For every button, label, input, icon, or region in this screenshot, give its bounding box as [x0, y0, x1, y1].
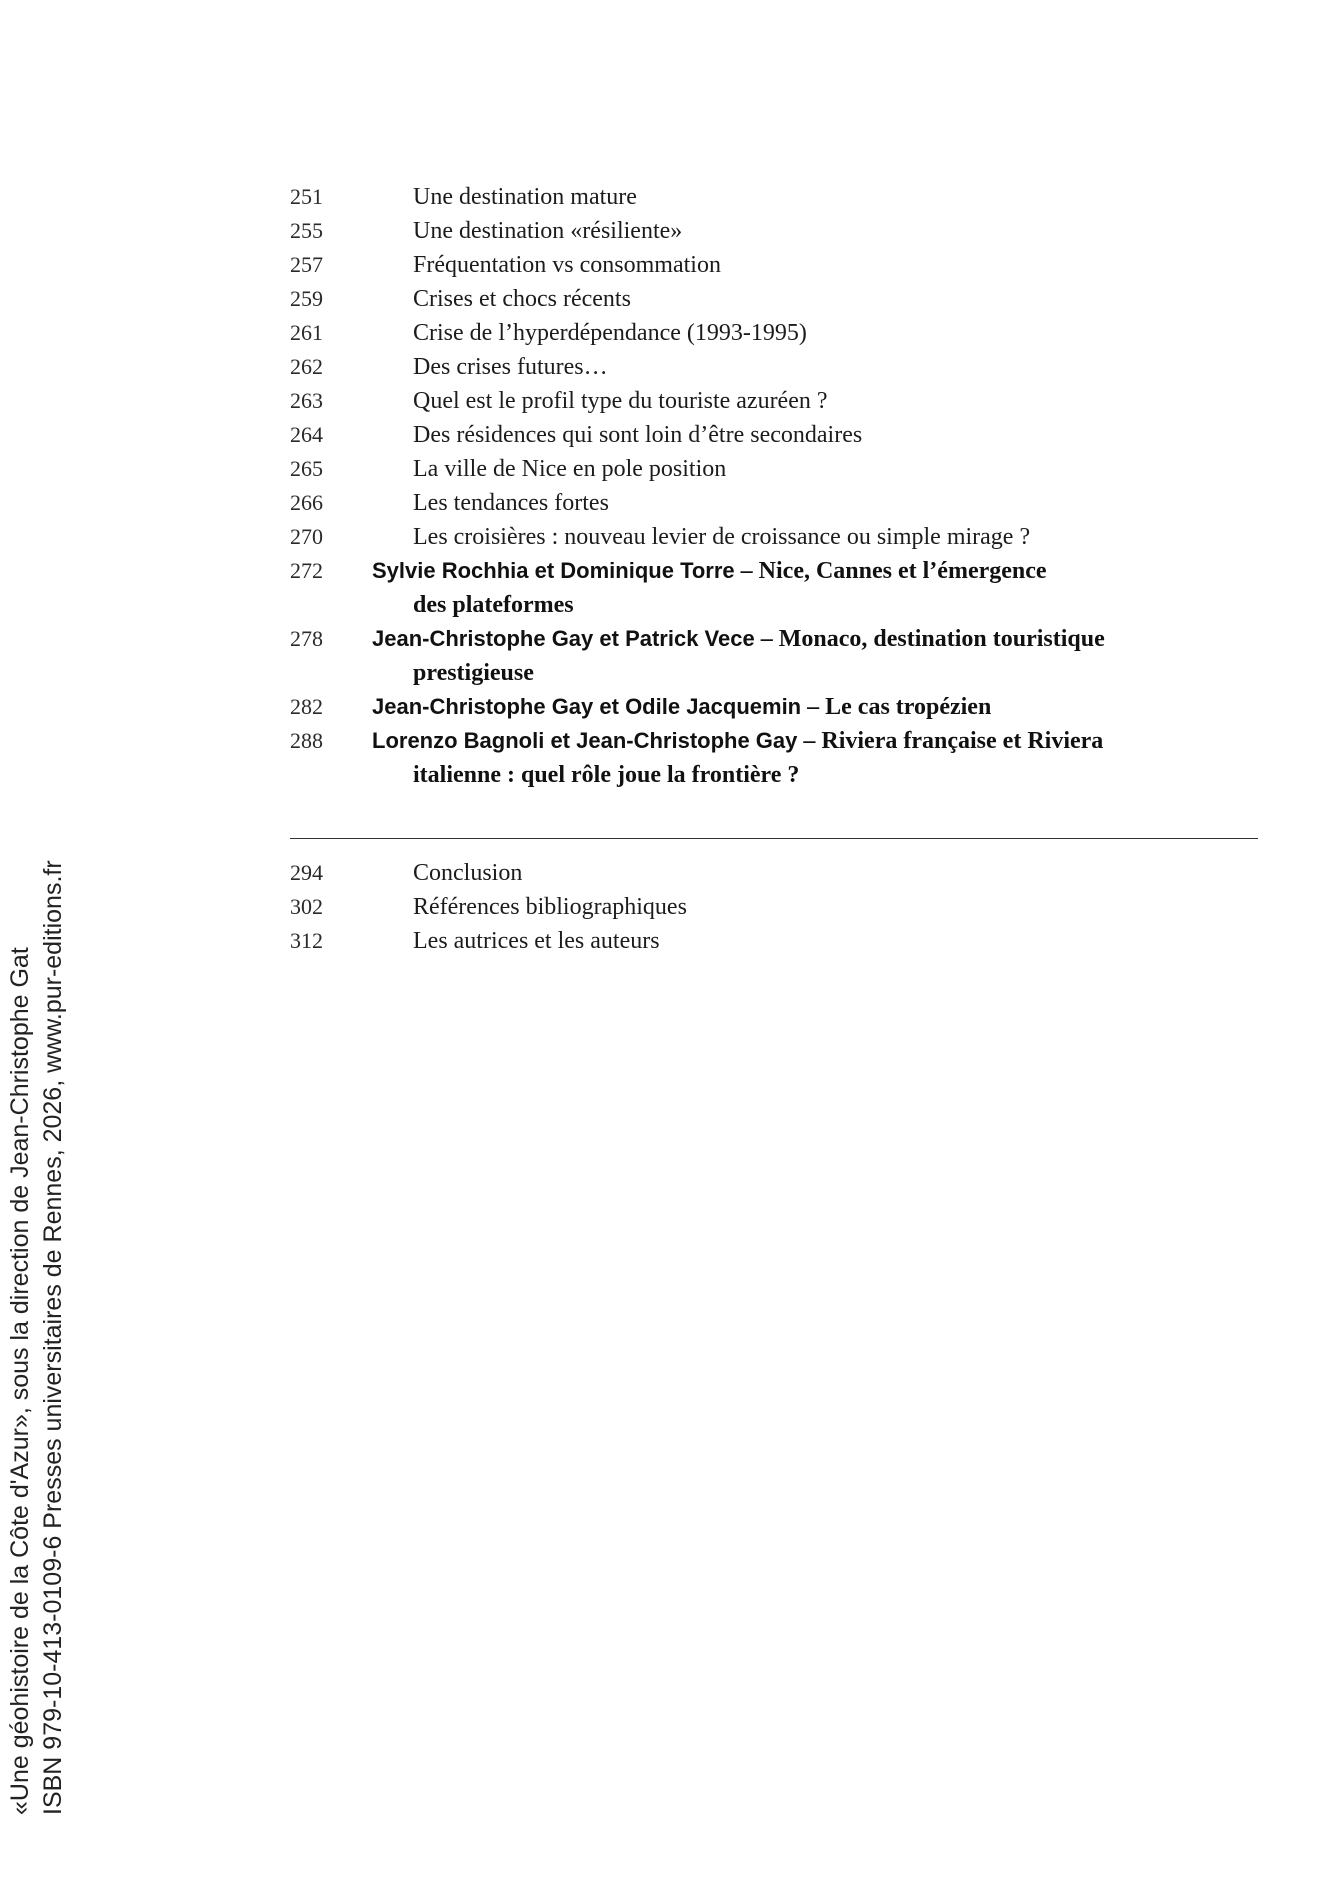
- toc-title: Références bibliographiques: [413, 894, 687, 920]
- section-divider: [290, 838, 1258, 839]
- toc-page-number: 312: [290, 928, 323, 953]
- toc-page-number: 270: [290, 524, 323, 549]
- toc-page-number: 282: [290, 694, 323, 719]
- toc-page-number: 262: [290, 354, 323, 379]
- toc-page-number: 259: [290, 286, 323, 311]
- contribution-title: Le cas tropézien: [825, 694, 992, 720]
- toc-page-number: 255: [290, 218, 323, 243]
- vertical-copyright-notice: [4, 855, 104, 1815]
- toc-title: Quel est le profil type du touriste azuréen ?: [413, 388, 828, 414]
- contribution-authors: Jean-Christophe Gay et Patrick Vece: [372, 626, 755, 651]
- toc-page-number: 302: [290, 894, 323, 919]
- toc-page-number: 288: [290, 728, 323, 753]
- title-separator: –: [734, 558, 759, 584]
- toc-title: Les autrices et les auteurs: [413, 928, 660, 954]
- toc-page-number: 264: [290, 422, 323, 447]
- toc-page-number: 265: [290, 456, 323, 481]
- toc-title: Conclusion: [413, 860, 523, 886]
- toc-page-number: 266: [290, 490, 323, 515]
- contribution-title: Nice, Cannes et l’émergence: [758, 558, 1047, 584]
- toc-title: Une destination «résiliente»: [413, 218, 683, 244]
- title-separator: –: [797, 728, 822, 754]
- toc-page-number: 251: [290, 184, 323, 209]
- copyright-line-title: «Une géohistoire de la Côte d'Azur», sous la direction de Jean-Christophe Gat: [6, 947, 34, 1815]
- toc-page-number: 272: [290, 558, 323, 583]
- toc-page-number: 278: [290, 626, 323, 651]
- contribution-authors: Lorenzo Bagnoli et Jean-Christophe Gay: [372, 728, 798, 753]
- contribution-title: Riviera française et Riviera: [821, 728, 1104, 754]
- toc-title: Les tendances fortes: [413, 490, 609, 516]
- toc-title: La ville de Nice en pole position: [413, 456, 727, 482]
- toc-page-number: 263: [290, 388, 323, 413]
- toc-title: Crise de l’hyperdépendance (1993-1995): [413, 320, 807, 346]
- contribution-title-continued: italienne : quel rôle joue la frontière ?: [413, 762, 800, 788]
- title-separator: –: [801, 694, 826, 720]
- toc-title: Fréquentation vs consommation: [413, 252, 721, 278]
- toc-title: Des résidences qui sont loin d’être secondaires: [413, 422, 863, 448]
- contribution-title-continued: prestigieuse: [413, 660, 534, 686]
- contribution-authors: Sylvie Rochhia et Dominique Torre: [372, 558, 735, 583]
- toc-title: Une destination mature: [413, 184, 637, 210]
- toc-page-number: 294: [290, 860, 323, 885]
- copyright-line-isbn: ISBN 979-10-413-0109-6 Presses universitaires de Rennes, 2026, www.pur-editions.fr: [39, 860, 67, 1815]
- toc-title: Crises et chocs récents: [413, 286, 631, 312]
- toc-title: Des crises futures…: [413, 354, 608, 380]
- contribution-title-continued: des plateformes: [413, 592, 574, 618]
- toc-title: Les croisières : nouveau levier de croissance ou simple mirage ?: [413, 524, 1031, 550]
- toc-page-number: 257: [290, 252, 323, 277]
- contribution-title: Monaco, destination touristique: [778, 626, 1105, 652]
- toc-page-number: 261: [290, 320, 323, 345]
- title-separator: –: [754, 626, 779, 652]
- contribution-authors: Jean-Christophe Gay et Odile Jacquemin: [372, 694, 802, 719]
